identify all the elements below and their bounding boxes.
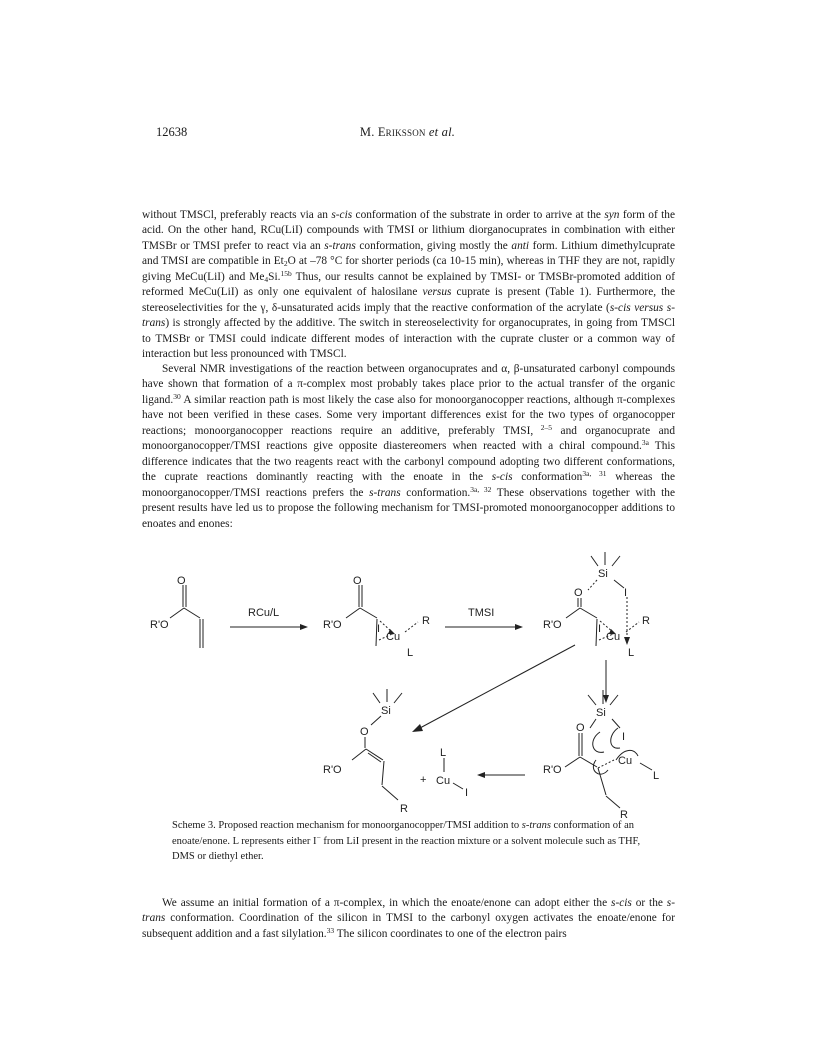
svg-text:I: I: [465, 787, 469, 799]
paragraph-1: without TMSCl, preferably reacts via an s-cis conformation of the substrate in order to arrive at the syn form of the acid. On the other hand, RCu(LiI) compounds with TMSI or lithium diorganocuprates in combination with either TMSBr or TMSI prefer to react via an s-trans conformation, giving mostly the anti form. Lithium dimethylcuprate and TMSI are compatible in $Et_2O$ at –78 °C for shorter periods (ca 10-15 min), whereas in THF they are not, rapidly giving MeCu(LiI) and $Me_4Si.^{15b}$ Thus, our results cannot be explained by TMSI- or TMSBr-promoted addition of reformed MeCu(LiI) as only one equivalent of halosilane versus cuprate is present (Table 1). Furthermore, the stereoselectivities for the γ, δ-unsaturated acids imply that the reactive conformation of the acrylate (s-cis versus s-trans) is strongly affected by the additive. The switch in stereoselectivity for organocuprates, in going from TMSCl to TMSBr or TMSI could indicate different modes of interaction with the cuprate cluster or a common way of interaction but less pronounced with TMSCl.: [142, 209, 675, 361]
svg-text:O: O: [177, 575, 186, 587]
author-surname: Eriksson: [377, 125, 426, 139]
svg-text:R: R: [620, 809, 628, 821]
svg-text:R'O: R'O: [150, 619, 169, 631]
author-initial: M.: [359, 125, 378, 139]
svg-text:L: L: [628, 647, 635, 659]
svg-text:O: O: [360, 726, 369, 738]
svg-text:Si: Si: [381, 705, 391, 717]
svg-text:TMSI: TMSI: [468, 607, 495, 619]
svg-text:L: L: [407, 647, 414, 659]
svg-text:Cu: Cu: [386, 631, 401, 643]
svg-text:I: I: [624, 587, 628, 599]
svg-text:I: I: [622, 731, 626, 743]
svg-text:O: O: [574, 587, 583, 599]
paragraph-2: Several NMR investigations of the reaction between organocuprates and α, β-unsaturated carbonyl compounds have shown that formation of a π-complex most probably takes place prior to the actual transfer of the organic ligand.$^{30}$ A similar reaction path is most likely the case also for monoorganocopper reactions, although π-complexes have not been verified in these cases. Some very important differences exist for the two types of organocopper reactions; monoorganocopper reactions require an additive, preferably TMSI, $^{2-5}$ and organocuprate and monoorganocopper/TMSI reactions give opposite diastereomers when reacted with a chiral compound.$^{3a}$ This difference indicates that the two reagents react with the carbonyl compound adopting two different conformations, the cuprate reactions dominantly reacting with the enoate in the s-cis conformation$^{3a, 31}$ whereas the monoorganocopper/TMSI reactions prefers the s-trans conformation.$^{3a, 32}$ These observations together with the present results have led us to propose the following mechanism for TMSI-promoted monoorganocopper additions to enoates and enones:: [142, 363, 675, 530]
scheme-caption: Scheme 3. Proposed reaction mechanism for monoorganocopper/TMSI addition to s-trans conformation of an enoate/enone. L represents either I− from LiI present in the reaction mixture or a solvent molecule such as THF, DMS or diethyl ether.: [172, 820, 641, 862]
svg-text:L: L: [440, 747, 447, 759]
svg-text:R'O: R'O: [543, 619, 562, 631]
svg-text:R: R: [422, 615, 430, 627]
svg-text:+: +: [420, 774, 427, 786]
svg-text:R'O: R'O: [543, 764, 562, 776]
svg-text:R: R: [642, 615, 650, 627]
paragraph-3: We assume an initial formation of a π-complex, in which the enoate/enone can adopt either the s-cis or the s-trans conformation. Coordination of the silicon in TMSI to the carbonyl oxygen activates the enoate/enone for subsequent addition and a fast silylation.$^{33}$ The silicon coordinates to one of the electron pairs: [142, 897, 675, 940]
page-number: 12638: [156, 125, 188, 139]
author-suffix: et al.: [425, 125, 456, 139]
svg-text:O: O: [576, 722, 585, 734]
svg-text:Si: Si: [598, 568, 608, 580]
svg-text:Si: Si: [596, 707, 606, 719]
svg-text:R'O: R'O: [323, 764, 342, 776]
svg-text:R'O: R'O: [323, 619, 342, 631]
svg-text:Cu: Cu: [606, 631, 621, 643]
svg-text:Cu: Cu: [436, 775, 451, 787]
svg-text:I: I: [377, 623, 381, 635]
svg-text:Cu: Cu: [618, 755, 633, 767]
svg-text:L: L: [653, 770, 660, 782]
svg-text:RCu/L: RCu/L: [248, 607, 280, 619]
svg-text:R: R: [400, 803, 408, 815]
svg-text:O: O: [353, 575, 362, 587]
svg-text:I: I: [598, 623, 602, 635]
